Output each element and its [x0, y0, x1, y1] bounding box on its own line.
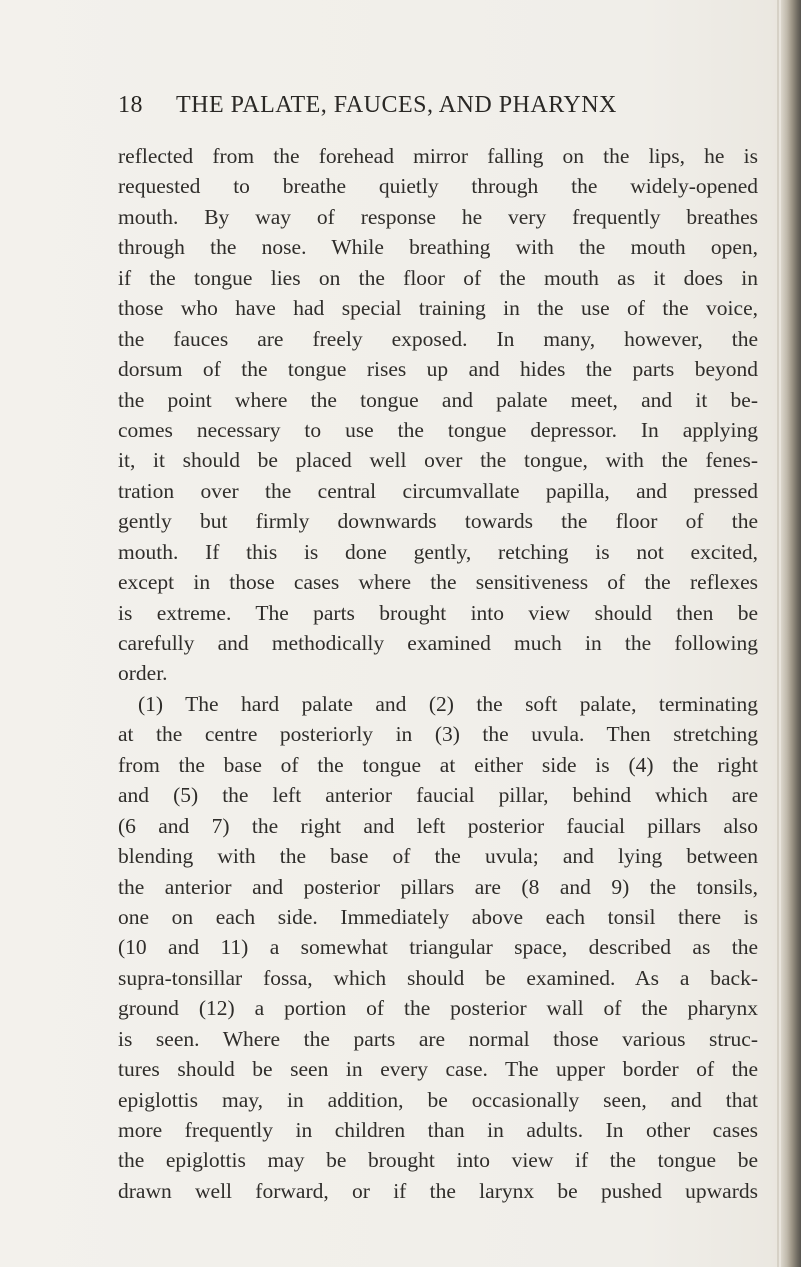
text-line: more frequently in children than in adults. In other cases — [118, 1118, 758, 1142]
text-line: is seen. Where the parts are normal those various struc- — [118, 1026, 758, 1051]
text-line: drawn well forward, or if the larynx be pushed upwards — [118, 1178, 758, 1203]
text-line: gently but firmly downwards towards the floor of the — [118, 509, 758, 534]
text-line: it, it should be placed well over the tongue, with the fenes- — [118, 448, 758, 473]
body-text — [118, 141, 758, 1206]
text-line: (10 and 11) a somewhat triangular space, described as the — [118, 935, 758, 960]
text-line: reflected from the forehead mirror falling on the lips, he is — [118, 144, 758, 168]
text-line: at the centre posteriorly in (3) the uvula. Then stretching — [118, 722, 758, 747]
text-line: one on each side. Immediately above each tonsil there is — [118, 904, 758, 929]
text-line: order. — [118, 661, 168, 686]
text-line: if the tongue lies on the floor of the mouth as it does in — [118, 265, 758, 290]
text-line: blending with the base of the uvula; and lying between — [118, 844, 758, 869]
text-line: except in those cases where the sensitiveness of the reflexes — [118, 570, 758, 595]
text-line: the point where the tongue and palate meet, and it be- — [118, 387, 758, 412]
text-line: from the base of the tongue at either side is (4) the right — [118, 752, 758, 777]
running-header — [118, 92, 758, 128]
text-line: (1) The hard palate and (2) the soft palate, terminating — [138, 691, 758, 716]
text-line: ground (12) a portion of the posterior wall of the pharynx — [118, 996, 758, 1021]
text-line: and (5) the left anterior faucial pillar, behind which are — [118, 783, 758, 808]
text-line: supra-tonsillar fossa, which should be examined. As a back- — [118, 965, 758, 990]
text-line: the anterior and posterior pillars are (8 and 9) the tonsils, — [118, 874, 758, 899]
text-line: tration over the central circumvallate papilla, and pressed — [118, 478, 758, 503]
text-line: epiglottis may, in addition, be occasionally seen, and that — [118, 1087, 758, 1112]
running-title: THE PALATE, FAUCES, AND PHARYNX — [176, 92, 617, 118]
text-line: tures should be seen in every case. The upper border of the — [118, 1057, 758, 1082]
text-line: (6 and 7) the right and left posterior faucial pillars also — [118, 813, 758, 838]
binding-shadow-line — [777, 0, 779, 1267]
text-line: mouth. If this is done gently, retching is not excited, — [118, 539, 758, 564]
text-line: carefully and methodically examined much in the following — [118, 631, 758, 655]
text-line: requested to breathe quietly through the widely-opened — [118, 174, 758, 199]
text-line: through the nose. While breathing with the mouth open, — [118, 235, 758, 260]
text-line: comes necessary to use the tongue depressor. In applying — [118, 417, 758, 442]
text-line: those who have had special training in the use of the voice, — [118, 296, 758, 321]
text-line: dorsum of the tongue rises up and hides the parts beyond — [118, 357, 758, 382]
page-edge-shadow — [781, 0, 801, 1267]
text-line: is extreme. The parts brought into view should then be — [118, 600, 758, 625]
text-line: mouth. By way of response he very frequently breathes — [118, 204, 758, 229]
text-line: the epiglottis may be brought into view if the tongue be — [118, 1148, 758, 1173]
text-line: the fauces are freely exposed. In many, however, the — [118, 326, 758, 351]
page-number: 18 — [118, 92, 143, 118]
